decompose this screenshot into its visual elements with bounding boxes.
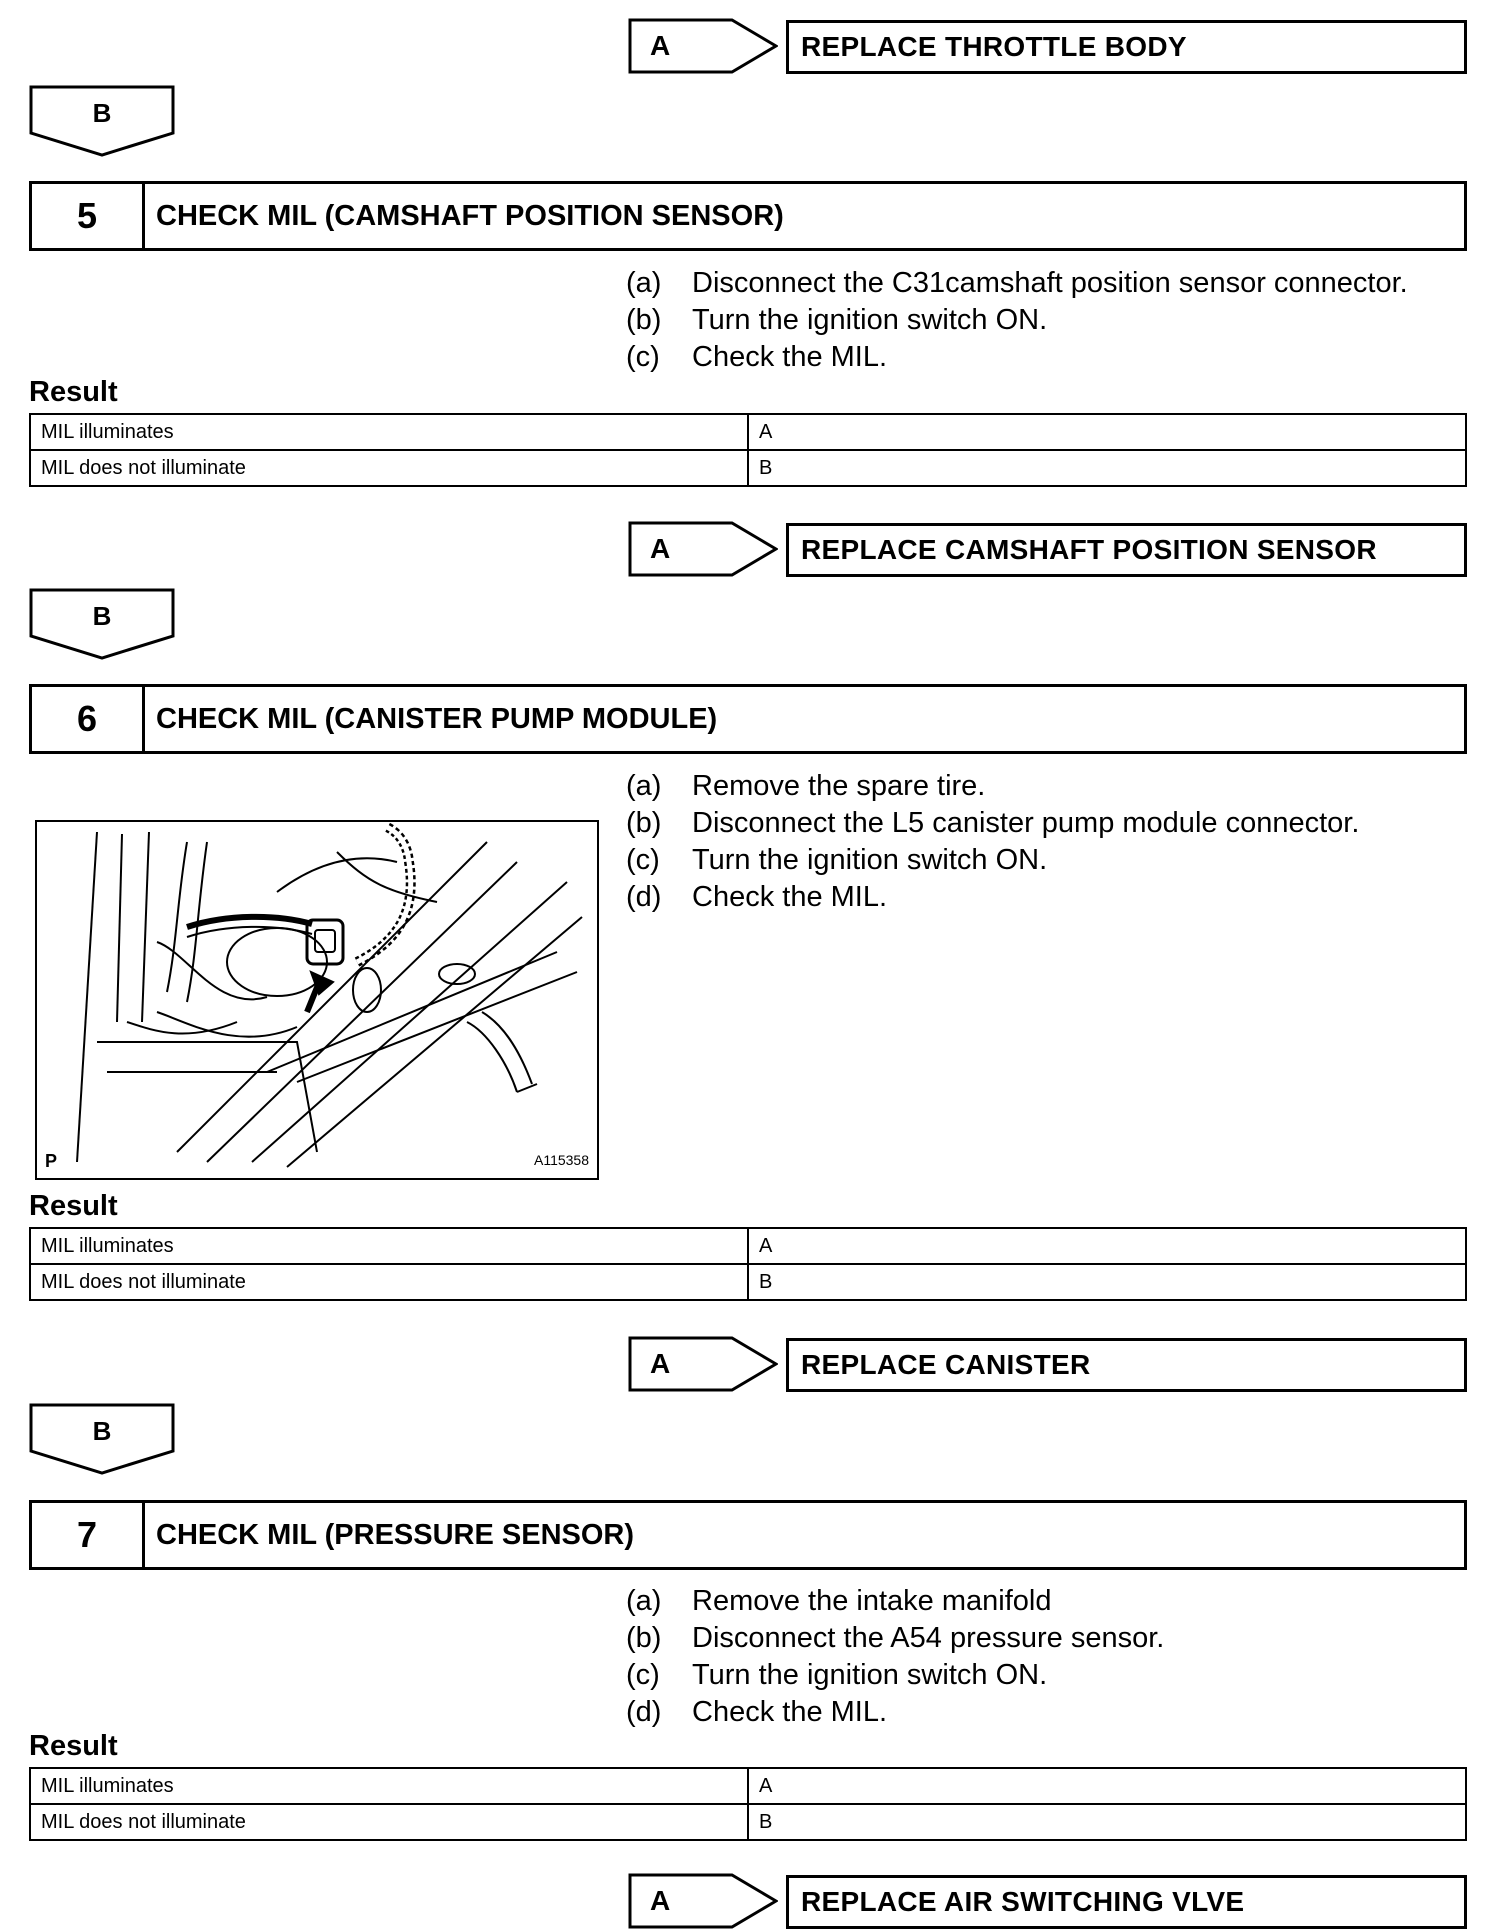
result-value: A [748,1228,1466,1264]
instruction-item: (c) Turn the ignition switch ON. [626,1659,1048,1691]
table-row [30,414,1466,450]
result-condition: MIL illuminates [30,414,748,450]
result-value: B [748,1264,1466,1300]
result-condition: MIL does not illuminate [30,450,748,486]
step-title: CHECK MIL (CAMSHAFT POSITION SENSOR) [156,199,784,232]
arrow-label: A [650,30,671,61]
result-value: B [748,450,1466,486]
instruction-item: (d) Check the MIL. [626,1696,888,1728]
table-row [30,1804,1466,1840]
arrow-label: A [650,1348,671,1379]
result-value: B [748,1804,1466,1840]
result-b-marker [29,1403,175,1475]
result-b-marker [29,588,175,660]
action-replace-air-switching-valve: REPLACE AIR SWITCHING VLVE [786,1875,1467,1929]
step-number: 5 [32,184,145,248]
result-value: A [748,1768,1466,1804]
result-condition: MIL illuminates [30,1228,748,1264]
step-7-header [29,1500,1467,1570]
result-b-marker [29,85,175,157]
instruction-item: (a) Disconnect the C31camshaft position sensor connector. [626,267,1408,299]
instruction-item: (b) Turn the ignition switch ON. [626,304,1048,336]
action-replace-throttle-body: REPLACE THROTTLE BODY [786,20,1467,74]
step-5-instructions [626,265,1408,376]
instruction-item: (b) Disconnect the A54 pressure sensor. [626,1622,1165,1654]
step-number: 6 [32,687,145,751]
result-condition: MIL illuminates [30,1768,748,1804]
instruction-item: (c) Turn the ignition switch ON. [626,844,1048,876]
result-condition: MIL does not illuminate [30,1804,748,1840]
step-title: CHECK MIL (CANISTER PUMP MODULE) [156,702,718,735]
result-value: A [748,414,1466,450]
canister-pump-illustration [35,820,599,1180]
instruction-item: (d) Check the MIL. [626,881,888,913]
instruction-item: (b) Disconnect the L5 canister pump module connector. [626,807,1360,839]
action-replace-canister: REPLACE CANISTER [786,1338,1467,1392]
table-row [30,1228,1466,1264]
result-label: Result [29,376,118,408]
instruction-item: (c) Check the MIL. [626,341,888,373]
result-a-arrow [628,521,778,577]
result-a-arrow [628,18,778,74]
result-label: Result [29,1730,118,1762]
table-row [30,1264,1466,1300]
arrow-label: A [650,1885,671,1916]
result-condition: MIL does not illuminate [30,1264,748,1300]
step-6-header [29,684,1467,754]
step-5-header [29,181,1467,251]
result-a-arrow [628,1873,778,1929]
action-replace-camshaft-sensor: REPLACE CAMSHAFT POSITION SENSOR [786,523,1467,577]
b-marker-label: B [92,601,112,631]
step-5-result-table [29,413,1467,487]
step-title: CHECK MIL (PRESSURE SENSOR) [156,1518,635,1551]
b-marker-label: B [92,98,112,128]
illustration-line-art [37,822,597,1178]
b-marker-label: B [92,1416,112,1446]
step-7-instructions [626,1583,1164,1731]
step-6-instructions [626,768,1359,916]
step-6-result-table [29,1227,1467,1301]
instruction-item: (a) Remove the spare tire. [626,770,986,802]
figure-corner-label: P [45,1151,58,1171]
result-a-arrow [628,1336,778,1392]
arrow-label: A [650,533,671,564]
instruction-item: (a) Remove the intake manifold [626,1585,1052,1617]
figure-id: A115358 [533,1152,589,1168]
table-row [30,450,1466,486]
table-row [30,1768,1466,1804]
step-number: 7 [32,1503,145,1567]
result-label: Result [29,1190,118,1222]
step-7-result-table [29,1767,1467,1841]
